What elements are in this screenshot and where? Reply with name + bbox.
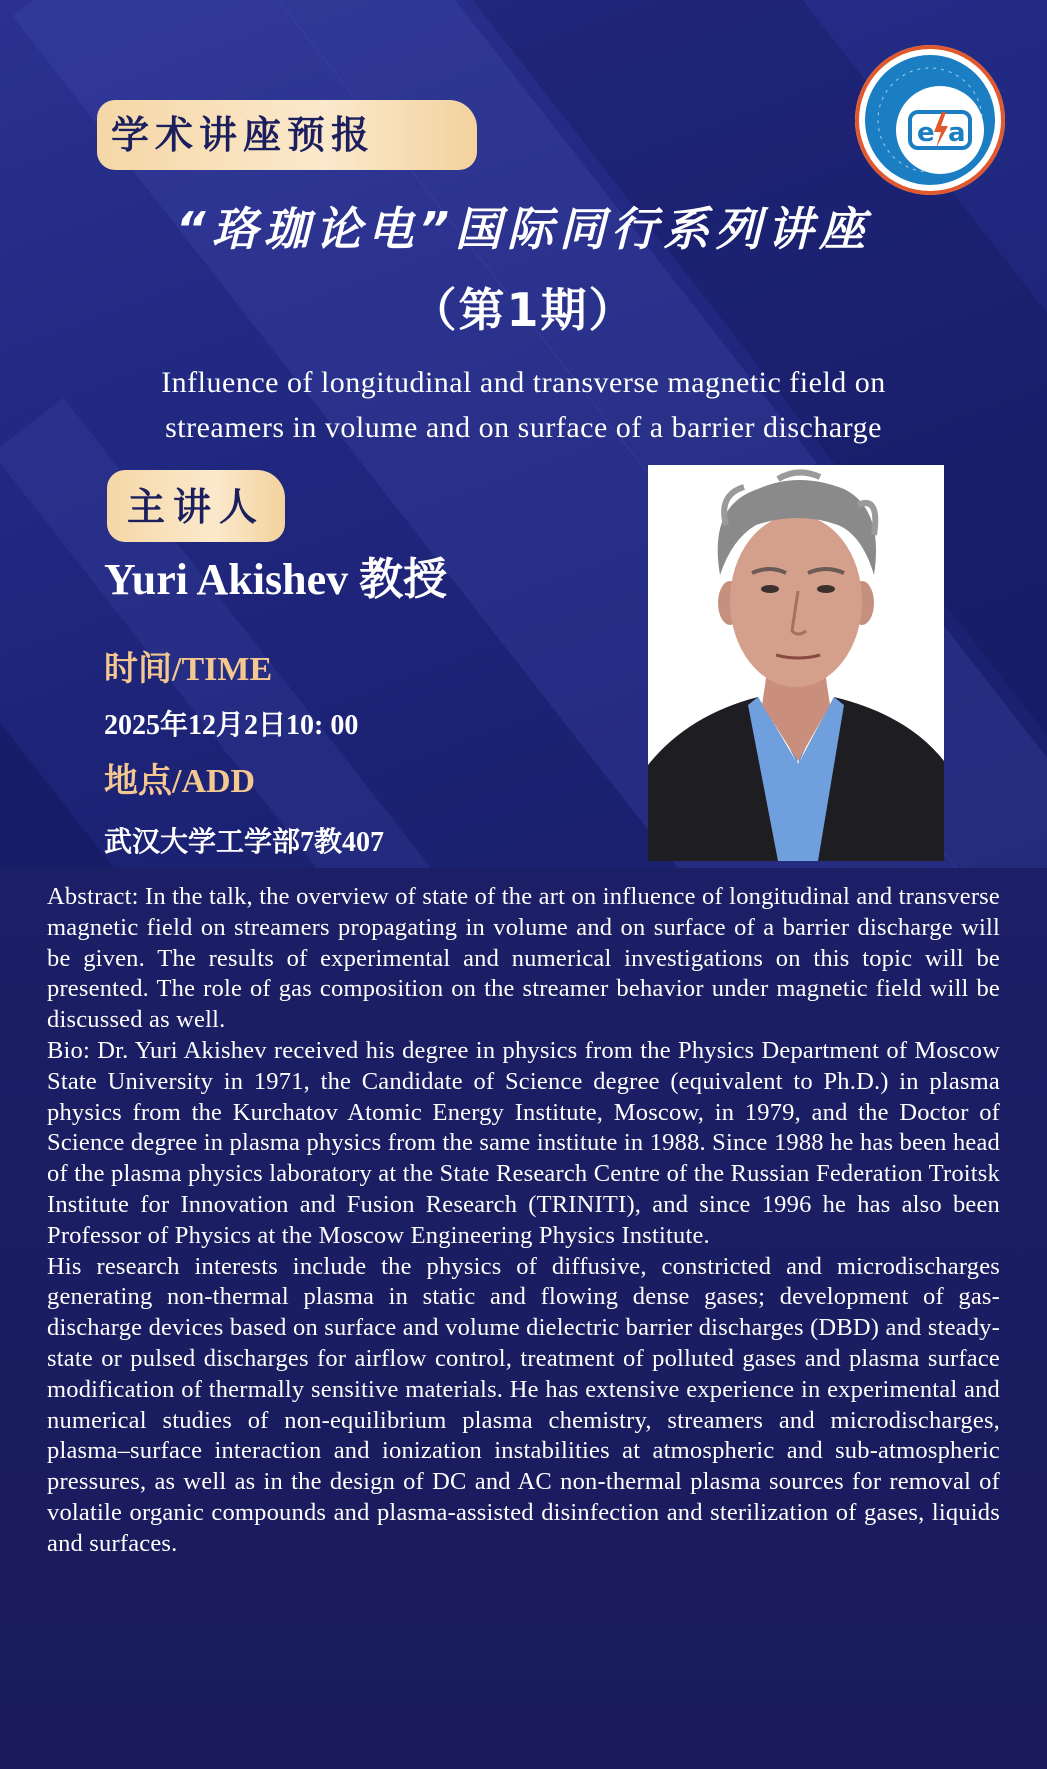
research-paragraph: His research interests include the physics of diffusive, constricted and microdischarges generating non-thermal plasma in static and flowing dense gases; development of gas-discharge devices based on surface and volume dielectric barrier discharges (DBD) and steady-state or pulsed discharges for airflow control, treatment of polluted gases and plasma surface modification of thermally sensitive materials. He has extensive experience in experimental and numerical studies of non-equilibrium plasma chemistry, streamers and microdischarges, plasma–surface interaction and ionization instabilities at atmospheric and sub-atmospheric pressures, as well as in the design of DC and AC non-thermal plasma sources for removal of volatile organic compounds and plasma-assisted disinfection and sterilization of gases, liquids and surfaces. bbox=[47, 1252, 1000, 1557]
speaker-portrait bbox=[648, 465, 944, 861]
bio-paragraph: Bio: Dr. Yuri Akishev received his degree in physics from the Physics Department of Moscow State University in 1971, the Candidate of Science degree (equivalent to Ph.D.) in plasma physics from the Kurchatov Atomic Energy Institute, Moscow, in 1979, and the Doctor of Science degree in plasma physics from the same institute in 1988. Since 1988 he has been head of the plasma physics laboratory at the State Research Centre of the Russian Federation Troitsk Institute for Innovation and Fusion Research (TRINITI), and since 1996 he has also been Professor of Physics at the Moscow Engineering Physics Institute. bbox=[47, 1036, 1000, 1249]
esa-logo-icon bbox=[908, 106, 972, 154]
svg-text:a: a bbox=[948, 118, 966, 148]
talk-title bbox=[60, 360, 987, 450]
lecture-announcement-tag bbox=[97, 100, 477, 170]
series-title: “珞珈论电”国际同行系列讲座 bbox=[175, 202, 872, 256]
lecture-announcement-label: 学术讲座预报 bbox=[111, 113, 376, 157]
place-value: 武汉大学工学部7教407 bbox=[104, 827, 385, 858]
logo-ring bbox=[865, 55, 995, 185]
school-logo bbox=[855, 45, 1005, 195]
logo-center bbox=[896, 86, 984, 174]
poster-header-area bbox=[0, 0, 1047, 868]
speaker-photo-icon bbox=[648, 465, 944, 861]
talk-title-line: Influence of longitudinal and transverse magnetic field on bbox=[161, 366, 886, 399]
abstract-text-block bbox=[47, 882, 1000, 1560]
talk-title-line: streamers in volume and on surface of a barrier discharge bbox=[165, 411, 882, 444]
time-label: 时间/TIME bbox=[104, 651, 273, 688]
issue-number: （第1期） bbox=[410, 283, 637, 337]
speaker-tag bbox=[107, 470, 285, 542]
abstract-panel bbox=[0, 868, 1047, 1769]
decor-stripe bbox=[0, 398, 618, 868]
speaker-name: Yuri Akishev 教授 bbox=[104, 555, 448, 604]
speaker-tag-label: 主讲人 bbox=[127, 485, 266, 529]
svg-text:e: e bbox=[917, 118, 935, 148]
abstract-paragraph: Abstract: In the talk, the overview of state of the art on influence of longitudinal and transverse magnetic field on streamers propagating in volume and on surface of a barrier discharge will be given. The results of experimental and numerical investigations on this topic will be presented. The role of gas composition on the streamer behavior under magnetic field will be discussed as well. bbox=[47, 883, 1000, 1034]
time-value: 2025年12月2日10: 00 bbox=[104, 710, 359, 741]
place-label: 地点/ADD bbox=[104, 763, 256, 800]
